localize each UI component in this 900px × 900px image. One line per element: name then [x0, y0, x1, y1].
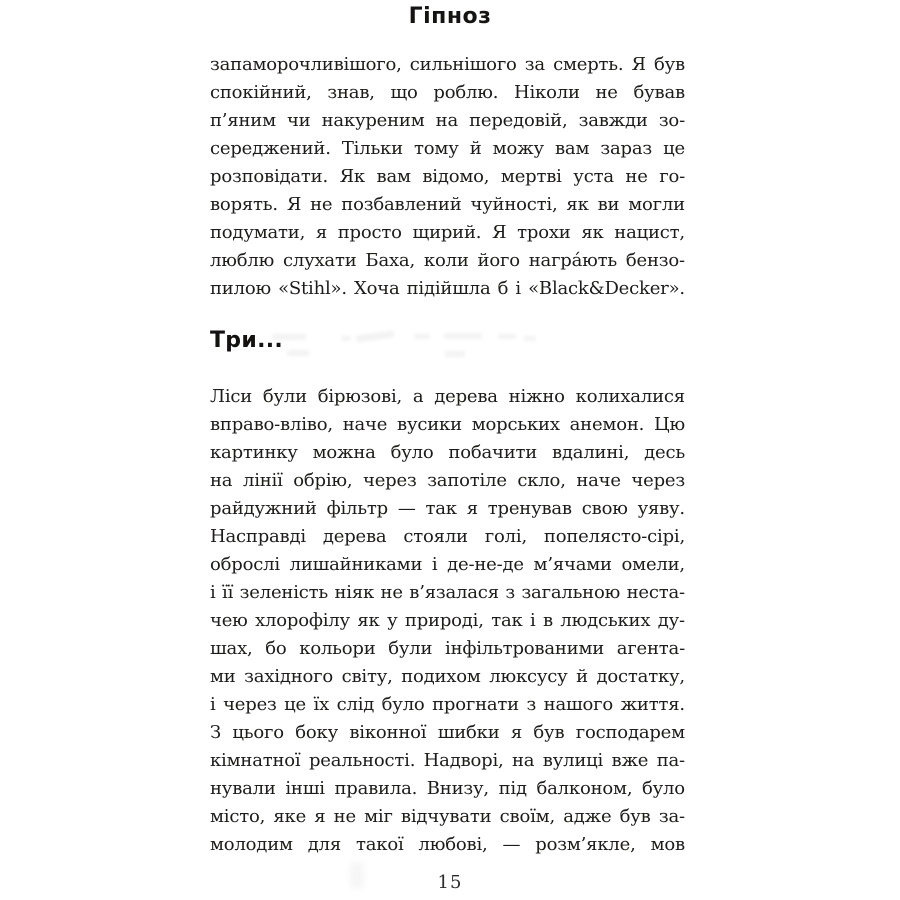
text-column: [210, 51, 685, 859]
text-line: чею хлорофілу як у природі, так і в людських ду-: [210, 610, 685, 631]
text-line: картинку можна було побачити вдалині, десь: [210, 442, 685, 463]
section-heading: Три...: [210, 328, 284, 353]
text-line: нували інші правила. Внизу, під балконом, було: [210, 778, 685, 799]
page-number: 15: [437, 872, 463, 893]
paragraph-2: [210, 383, 685, 859]
text-line: запаморочливішого, сильнішого за смерть. Я був: [210, 54, 685, 75]
text-line: оброслі лишайниками і де-не-де м’ячами омели,: [210, 554, 685, 575]
text-line: молодим для такої любові, — розм’якле, мов: [210, 834, 685, 855]
text-line: ворять. Я не позбавлений чуйності, як ви могли: [210, 194, 685, 215]
text-line: З цього боку віконної шибки я був господарем: [210, 722, 685, 743]
text-line: місто, яке я не міг відчувати своїм, адже був за-: [210, 806, 685, 827]
text-line: пилою «Stihl». Хоча підійшла б і «Black&Decker».: [210, 278, 685, 299]
text-line: спокійний, знав, що роблю. Ніколи не бував: [210, 82, 685, 103]
text-line: шах, бо кольори були інфільтрованими агента-: [210, 638, 685, 659]
running-head-title: Гіпноз: [408, 4, 492, 29]
text-line: розповідати. Як вам відомо, мертві уста не го-: [210, 166, 685, 187]
text-line: подумати, я просто щирий. Я трохи як нацист,: [210, 222, 685, 243]
text-line: кімнатної реальності. Надворі, на вулиці вже па-: [210, 750, 685, 771]
text-line: люблю слухати Баха, коли його награ́ють бензо-: [210, 250, 685, 271]
text-line: Ліси були бірюзові, а дерева ніжно колихалися: [210, 386, 685, 407]
text-line: і через це їх слід було прогнати з нашого життя.: [210, 694, 685, 715]
text-line: вправо-вліво, наче вусики морських анемон. Цю: [210, 414, 685, 435]
paragraph-1: [210, 51, 685, 303]
text-line: Насправді дерева стояли голі, попелясто-сірі,: [210, 526, 685, 547]
text-line: райдужний фільтр — так я тренував свою уяву.: [210, 498, 685, 519]
text-line: і її зеленість ніяк не в’язалася з загальною неста-: [210, 582, 685, 603]
text-line: п’яним чи накуреним на передовій, завжди зо-: [210, 110, 685, 131]
text-line: середжений. Тільки тому й можу вам зараз це: [210, 138, 685, 159]
text-line: ми західного світу, подихом люксусу й достатку,: [210, 666, 685, 687]
text-line: на лінії обрію, через запотіле скло, наче через: [210, 470, 685, 491]
